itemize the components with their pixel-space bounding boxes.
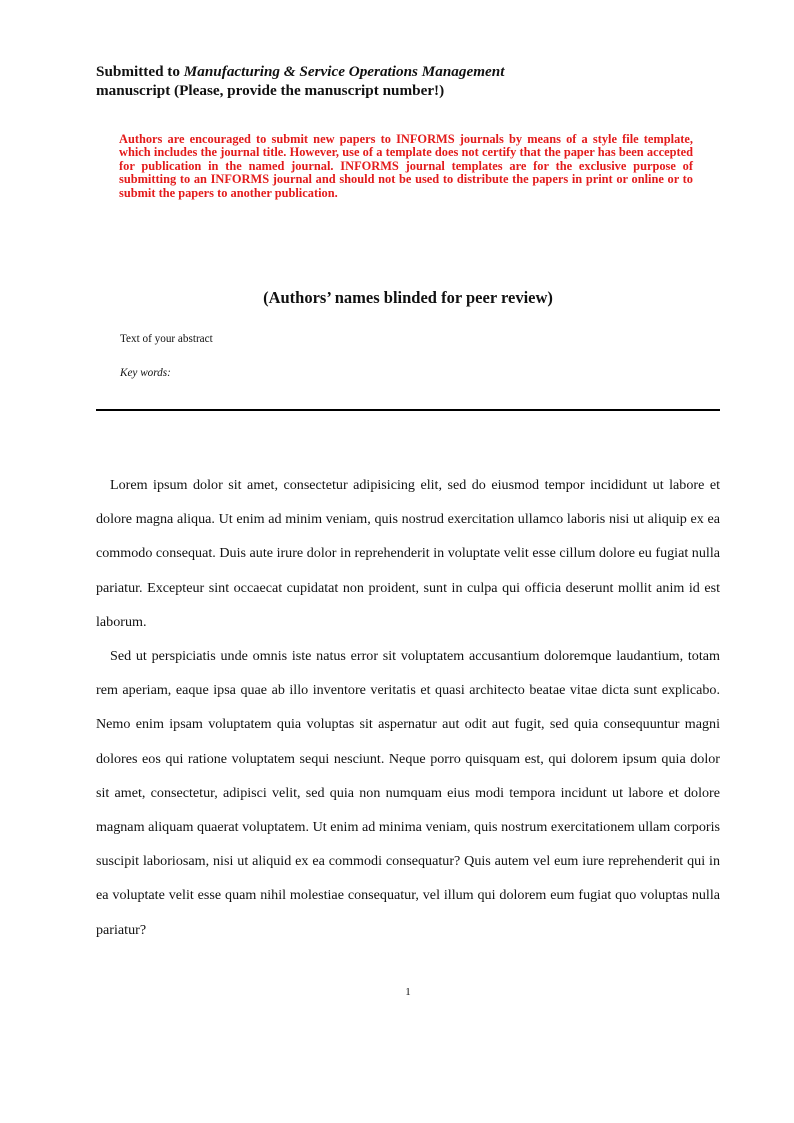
keywords: Key words: <box>120 367 171 379</box>
submitted-line <box>96 62 656 81</box>
authors-line: (Authors’ names blinded for peer review) <box>263 288 553 307</box>
running-header <box>96 62 656 100</box>
page-number: 1 <box>405 986 411 998</box>
submitted-prefix: Submitted to <box>96 63 184 80</box>
template-notice: Authors are encouraged to submit new papers to INFORMS journals by means of a style file template, which includes the journal title. However, use of a template does not certify that the paper has been accepted for publication in the named journal. INFORMS journal templates are for the exclusive purpose of submitting to an INFORMS journal and should not be used to distribute the papers in print or online or to submit the papers to another publication. <box>119 132 693 200</box>
manuscript-line: manuscript (Please, provide the manuscript number!) <box>96 82 445 99</box>
body-text <box>96 468 720 947</box>
paragraph: Sed ut perspiciatis unde omnis iste natus error sit voluptatem accusantium doloremque laudantium, totam rem aperiam, eaque ipsa quae ab illo inventore veritatis et quasi architecto beatae vitae dicta sunt explicabo. Nemo enim ipsam voluptatem quia voluptas sit aspernatur aut odit aut fugit, sed quia consequuntur magni dolores eos qui ratione voluptatem sequi nesciunt. Neque porro quisquam est, qui dolorem ipsum quia dolor sit amet, consectetur, adipisci velit, sed quia non numquam eius modi tempora incidunt ut labore et dolore magnam aliquam quaerat voluptatem. Ut enim ad minima veniam, quis nostrum exercitationem ullam corporis suscipit laboriosam, nisi ut aliquid ex ea commodi consequatur? Quis autem vel eum iure reprehenderit qui in ea voluptate velit esse quam nihil molestiae consequatur, vel illum qui dolorem eum fugiat quo voluptas nulla pariatur? <box>96 648 720 938</box>
paragraph: Lorem ipsum dolor sit amet, consectetur adipisicing elit, sed do eiusmod tempor incididunt ut labore et dolore magna aliqua. Ut enim ad minim veniam, quis nostrud exercitation ullamco laboris nisi ut aliquip ex ea commodo consequat. Duis aute irure dolor in reprehenderit in voluptate velit esse cillum dolore eu fugiat nulla pariatur. Excepteur sint occaecat cupidatat non proident, sunt in culpa qui officia deserunt mollit anim id est laborum. <box>96 477 720 630</box>
abstract: Text of your abstract <box>120 333 213 345</box>
horizontal-rule <box>96 409 720 411</box>
journal-name: Manufacturing & Service Operations Management <box>183 63 505 80</box>
